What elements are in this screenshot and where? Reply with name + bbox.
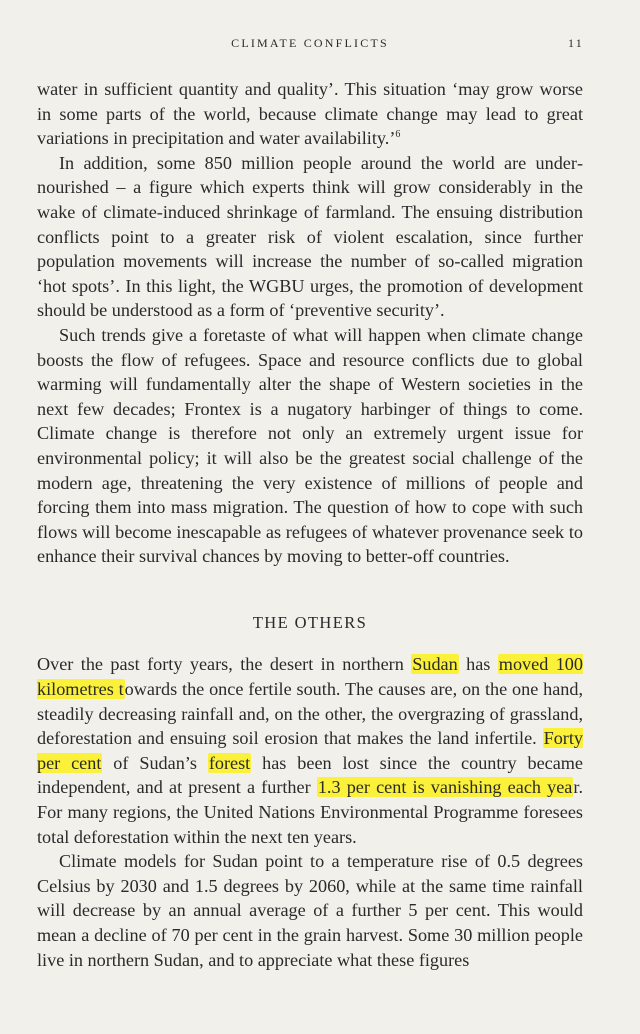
running-title: CLIMATE CONFLICTS [231,36,389,50]
section-heading: THE OTHERS [252,612,368,632]
body-text [37,77,583,972]
highlight-forest: forest [208,752,251,773]
footnote-marker: 6 [395,129,401,141]
paragraph-3: Such trends give a foretaste of what will happen when climate change boosts the flow of refugees. Space and resource conflicts due to global warming will fundamentally alter the shape of Western societies in the next few decades; Frontex is a nugatory harbinger of things to come. Climate change is therefore not only an extremely urgent issue for environmental policy; it will also be the greatest social challenge of the modern age, threatening the very existence of millions of people and forcing them into mass migration. The question of how to cope with such flows will become inescapable as refugees of whatever provenance seek to enhance their survival chances by moving to better-off countries. [37,324,583,567]
section-paragraph-1 [37,652,583,849]
paragraph-2: In addition, some 850 million people around the world are undernourished – a figure which experts think will grow considerably in the wake of climate-induced shrinkage of farmland. The ensuing distribution conflicts point to a greater risk of violent escalation, since further population movements will increase the number of so-called migration ‘hot spots’. In this light, the WGBU urges, the promotion of development should be understood as a form of ‘preventive security’. [37,152,583,321]
highlight-moved-100-kilometres: moved 100 kilometres t [37,654,583,700]
paragraph-1-text: water in sufficient quantity and quality’. This situation ‘may grow worse in some parts of the world, because climate change may lead to great variations in precipitation and water availability.’ [37,79,583,149]
highlight-sudan: Sudan [412,654,458,675]
text-run: r. For many regions, the United Nations Environmental Programme foresees total deforestation within the next ten years. [37,777,583,847]
highlight-forty-per-cent: Forty per cent [37,728,583,773]
text-run: has been lost since the country became independent, and at present a further [37,752,584,798]
text-run: has [458,654,498,675]
text-run: of Sudan’s [102,752,208,773]
page-number: 11 [568,36,584,50]
paragraph-1 [37,77,583,151]
section-paragraph-2: Climate models for Sudan point to a temperature rise of 0.5 degrees Celsius by 2030 and 1.5 degrees by 2060, while at the same time rainfall will decrease by an annual average of a further 5 per cent. This would mean a decline of 70 per cent in the grain harvest. Some 30 million people live in northern Sudan, and to appreciate what these figures [37,851,583,970]
text-run: owards the once fertile south. The causes are, on the one hand, steadily decreasing rainfall and, on the other, the overgrazing of grassland, deforestation and ensuing soil erosion that makes the land infertile. [37,679,584,749]
highlight-vanishing-each-year: 1.3 per cent is vanishing each yea [317,777,573,798]
text-run: Over the past forty years, the desert in northern [37,654,412,675]
